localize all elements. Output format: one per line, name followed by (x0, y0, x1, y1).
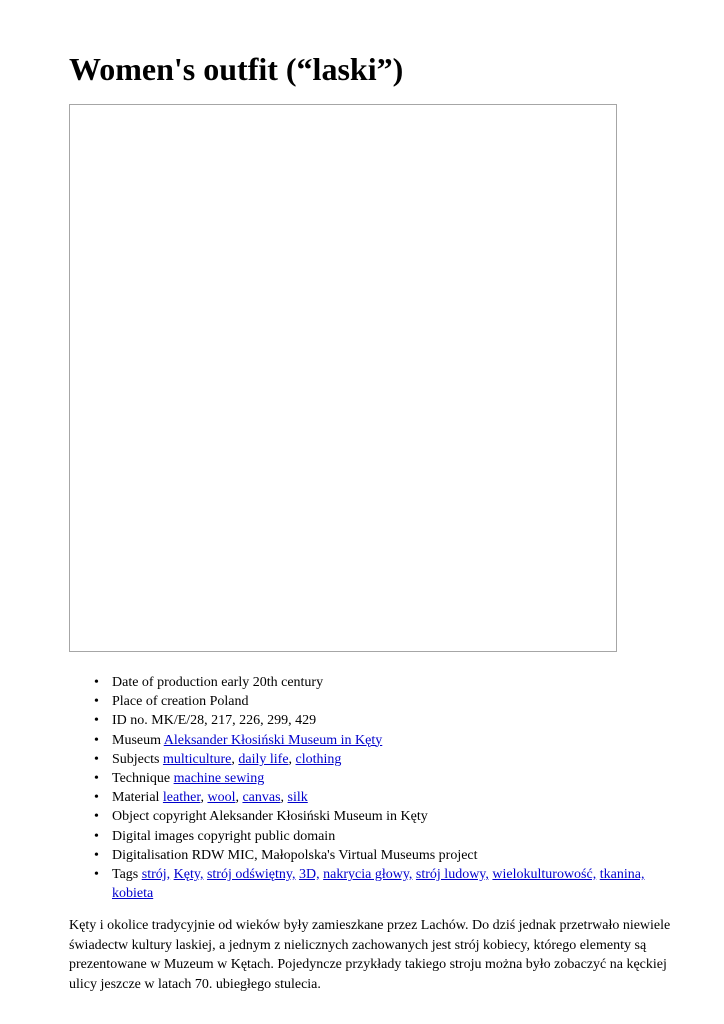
metadata-item-images-copyright (94, 827, 673, 846)
museum-link[interactable]: Aleksander Kłosiński Museum in Kęty (163, 732, 383, 748)
bullet-icon: • (94, 847, 99, 863)
material-link-wool[interactable]: wool (207, 790, 236, 806)
digitalisation-value: RDW MIC, Małopolska's Virtual Museums project (191, 847, 478, 863)
tag-link[interactable]: strój odświętny, (206, 867, 296, 883)
subject-link-multiculture[interactable]: multiculture (162, 751, 232, 767)
material-link-silk[interactable]: silk (287, 790, 308, 806)
bullet-icon: • (94, 713, 99, 729)
metadata-item-material: • Material leather, wool, canvas, silk (112, 788, 673, 807)
tag-link[interactable]: Kęty, (173, 867, 204, 883)
tag-link[interactable]: tkanina, (599, 867, 645, 883)
bullet-icon: • (94, 732, 99, 748)
subjects-label: Subjects (112, 751, 160, 767)
metadata-item-id (94, 711, 673, 730)
bullet-icon: • (94, 809, 99, 825)
metadata-list (69, 673, 673, 903)
material-link-leather[interactable]: leather (162, 790, 201, 806)
object-copyright-value: Aleksander Kłosiński Museum in Kęty (209, 809, 428, 825)
tag-link[interactable]: 3D, (299, 867, 320, 883)
tag-link[interactable]: nakrycia głowy, (323, 867, 413, 883)
metadata-item-subjects: • Subjects multiculture, daily life, clothing (112, 750, 673, 769)
bullet-icon: • (94, 867, 99, 883)
tag-link[interactable]: strój ludowy, (415, 867, 489, 883)
object-copyright-label: Object copyright (112, 809, 207, 825)
museum-label: Museum (112, 732, 161, 748)
bullet-icon: • (94, 751, 99, 767)
date-label: Date of production (112, 675, 218, 690)
metadata-item-tags (94, 865, 673, 903)
tag-link[interactable]: kobieta (112, 886, 154, 902)
id-label: ID no. (112, 713, 148, 729)
bullet-icon: • (94, 771, 99, 787)
id-value: MK/E/28, 217, 226, 299, 429 (151, 713, 317, 729)
metadata-item-object-copyright (94, 807, 673, 826)
bullet-icon: • (94, 828, 99, 844)
digitalisation-label: Digitalisation (112, 847, 189, 863)
tags-label: Tags (112, 867, 139, 883)
place-value: Poland (209, 694, 249, 710)
bullet-icon: • (94, 790, 99, 806)
material-link-canvas[interactable]: canvas (242, 790, 281, 806)
date-value: early 20th century (221, 675, 324, 690)
metadata-item-date (94, 673, 673, 692)
technique-link[interactable]: machine sewing (173, 771, 265, 787)
technique-label: Technique (112, 771, 171, 787)
page-title: Women's outfit (“laski”) (69, 51, 404, 87)
images-copyright-label: Digital images copyright (112, 828, 252, 844)
object-image-viewer[interactable] (69, 104, 617, 652)
subject-link-clothing[interactable]: clothing (295, 751, 342, 767)
bullet-icon: • (94, 675, 99, 690)
description-paragraph: Kęty i okolice tradycyjnie od wieków były zamieszkane przez Lachów. Do dziś jednak przetrwało niewiele świadectw kultury laskiej, a jednym z nielicznych zachowanych jest strój kobiecy, którego elementy są prezentowane w Muzeum w Kętach. Pojedyncze przykłady takiego stroju można było zobaczyć na kęckiej ulicy jeszcze w latach 70. ubiegłego stulecia. (69, 918, 671, 992)
images-copyright-value: public domain (254, 828, 336, 844)
tag-link[interactable]: wielokulturowość, (492, 867, 597, 883)
place-label: Place of creation (112, 694, 207, 710)
metadata-item-museum (94, 731, 673, 750)
metadata-item-technique (94, 769, 673, 788)
bullet-icon: • (94, 694, 99, 710)
material-label: Material (112, 790, 160, 806)
tag-link[interactable]: strój, (141, 867, 171, 883)
subject-link-daily-life[interactable]: daily life (238, 751, 289, 767)
metadata-item-digitalisation (94, 846, 673, 865)
metadata-item-place (94, 692, 673, 711)
